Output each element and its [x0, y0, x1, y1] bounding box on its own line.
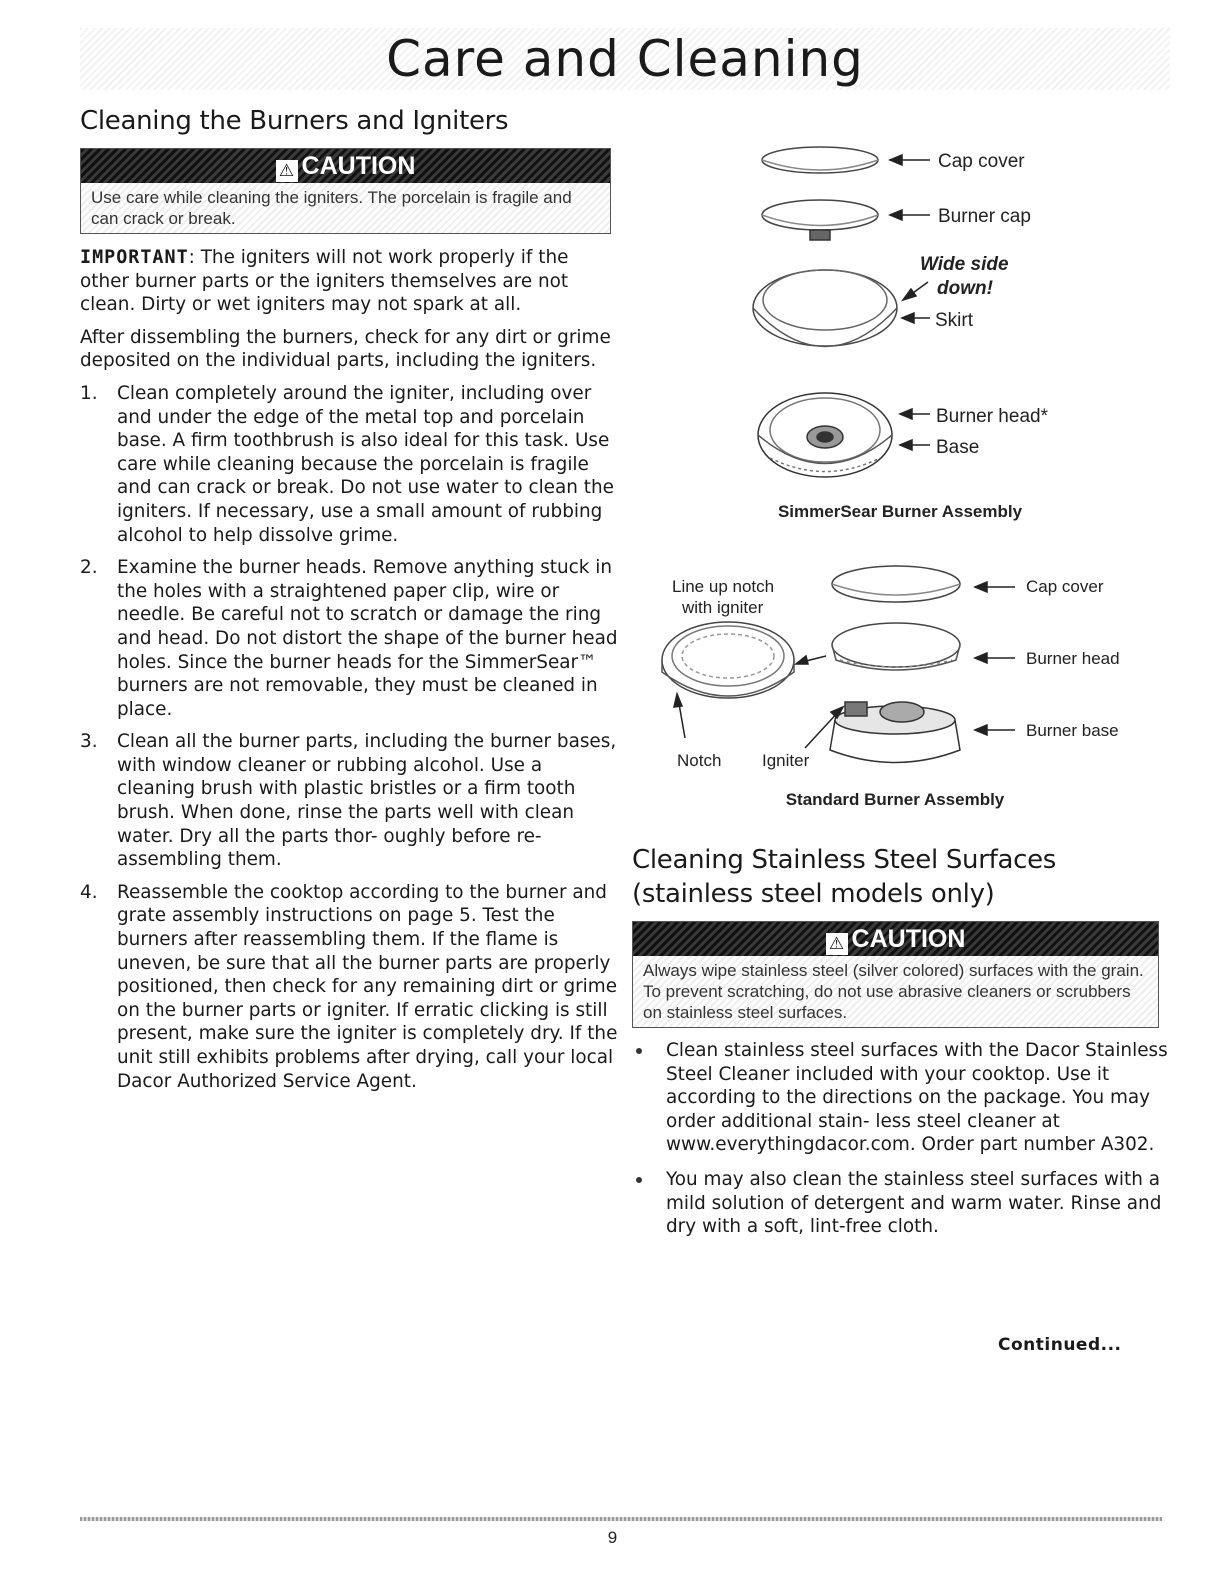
label-std-cap-cover: Cap cover [1026, 577, 1104, 596]
page-header [80, 28, 1170, 90]
label-burner-head: Burner head* [936, 406, 1048, 427]
cleaning-steps [80, 382, 620, 1093]
burner-cap-illustration [762, 200, 878, 240]
important-paragraph [80, 246, 620, 317]
label-burner-cap: Burner cap [938, 206, 1031, 227]
burner-ring-illustration [662, 622, 794, 698]
std-cap-cover-illustration [832, 566, 960, 602]
step-item [80, 881, 620, 1093]
caution-box-stainless [632, 921, 1159, 1028]
label-std-burner-base: Burner base [1026, 721, 1119, 740]
stainless-heading-line1: Cleaning Stainless Steel Surfaces [632, 845, 1057, 875]
step-text: Examine the burner heads. Remove anything stuck in the holes with a straightened paper clip, wire or needle. Be careful not to scratch or damage the ring and head. Do not distort the shape of the burner head holes. Since the burner heads for the SimmerSear™ burners are not removable, they must be cleaned in place. [117, 557, 618, 720]
burners-heading: Cleaning the Burners and Igniters [80, 106, 509, 136]
bullet-text: You may also clean the stainless steel surfaces with a mild solution of detergent and warm water. Rinse and dry with a soft, lint-free cloth. [666, 1168, 1162, 1238]
continued-note: Continued... [998, 1335, 1122, 1355]
page-title: Care and Cleaning [386, 30, 864, 88]
label-with-igniter: with igniter [682, 598, 764, 617]
step-text: Reassemble the cooktop according to the burner and grate assembly instructions on page 5. Test the burners after reassembling them. If the flame is uneven, be sure that all the burner parts are properly positioned, then check for any remaining dirt or grime on the burner parts or igniter. If erratic clicking is still present, make sure the igniter is completely dry. If the unit still exhibits problems after drying, call your local Dacor Authorized Service Agent. [117, 881, 618, 1092]
important-label: IMPORTANT [80, 247, 189, 268]
caution-label: CAUTION [301, 152, 416, 180]
skirt-illustration [753, 270, 897, 347]
label-down: down! [937, 278, 993, 299]
label-wide-side: Wide side [920, 254, 1009, 275]
step-number: 3. [80, 731, 98, 753]
intro-paragraph: After dissembling the burners, check for any dirt or grime deposited on the individual parts, including the igniters. [80, 326, 611, 372]
step-text: Clean completely around the igniter, including over and under the edge of the metal top and porcelain base. A firm toothbrush is also ideal for this task. Use care while cleaning because the porcelain is fragile and can crack or break. Do not use water to clean the igniters. If necessary, use a small amount of rubbing alcohol to help dissolve grime. [117, 382, 614, 546]
burners-body [80, 246, 620, 1102]
stainless-bullets [632, 1039, 1172, 1250]
warning-triangle-icon: ⚠ [276, 160, 298, 182]
burner-head-illustration [758, 393, 892, 477]
step-number: 1. [80, 382, 98, 404]
stainless-heading-line2: (stainless steel models only) [632, 879, 995, 909]
step-item [80, 556, 620, 721]
caution-box-igniters [80, 148, 611, 234]
important-text: : The igniters will not work properly if the other burner parts or the igniters themselves are not clean. Dirty or wet igniters may not spark at all. [80, 247, 569, 316]
footer-rule [80, 1517, 1162, 1521]
warning-triangle-icon: ⚠ [826, 933, 848, 955]
list-item [632, 1039, 1172, 1157]
cap-cover-illustration [762, 147, 878, 173]
simmersear-diagram [740, 140, 1070, 495]
label-skirt: Skirt [935, 310, 973, 331]
bullet-text: Clean stainless steel surfaces with the Dacor Stainless Steel Cleaner included with your cooktop. Use it according to the directions on the package. You may order additional stain- less steel cleaner at www.everythingdacor.com. Order part number A302. [666, 1040, 1168, 1156]
caution-bar [633, 922, 1158, 956]
label-notch: Notch [677, 751, 722, 770]
list-item [632, 1168, 1172, 1239]
label-cap-cover: Cap cover [938, 151, 1025, 172]
caution-text: Use care while cleaning the igniters. The porcelain is fragile and can crack or break. [81, 183, 610, 233]
label-std-burner-head: Burner head [1026, 649, 1120, 668]
std-burner-base-illustration [830, 702, 960, 763]
caution-bar [81, 149, 610, 183]
simmersear-caption: SimmerSear Burner Assembly [777, 502, 1023, 521]
label-base: Base [936, 437, 980, 458]
label-line-up-notch: Line up notch [672, 577, 775, 596]
caution-text: Always wipe stainless steel (silver colored) surfaces with the grain. To prevent scratching, do not use abrasive cleaners or scrubbers on stainless steel surfaces. [633, 956, 1158, 1027]
standard-burner-diagram [640, 560, 1160, 785]
bullet-icon [636, 1048, 642, 1054]
page-number: 9 [607, 1528, 618, 1547]
step-text: Clean all the burner parts, including the burner bases, with window cleaner or rubbing alcohol. Use a cleaning brush with plastic bristles or a firm tooth brush. When done, rinse the parts well with clean water. Dry all the parts thor- oughly before re-assembling them. [117, 731, 617, 871]
step-number: 2. [80, 557, 98, 579]
caution-label: CAUTION [851, 925, 966, 953]
step-item [80, 730, 620, 872]
standard-caption: Standard Burner Assembly [785, 790, 1005, 809]
step-item [80, 382, 620, 547]
std-burner-head-illustration [832, 623, 960, 670]
step-number: 4. [80, 881, 98, 903]
bullet-icon [636, 1177, 642, 1183]
label-igniter: Igniter [762, 751, 810, 770]
